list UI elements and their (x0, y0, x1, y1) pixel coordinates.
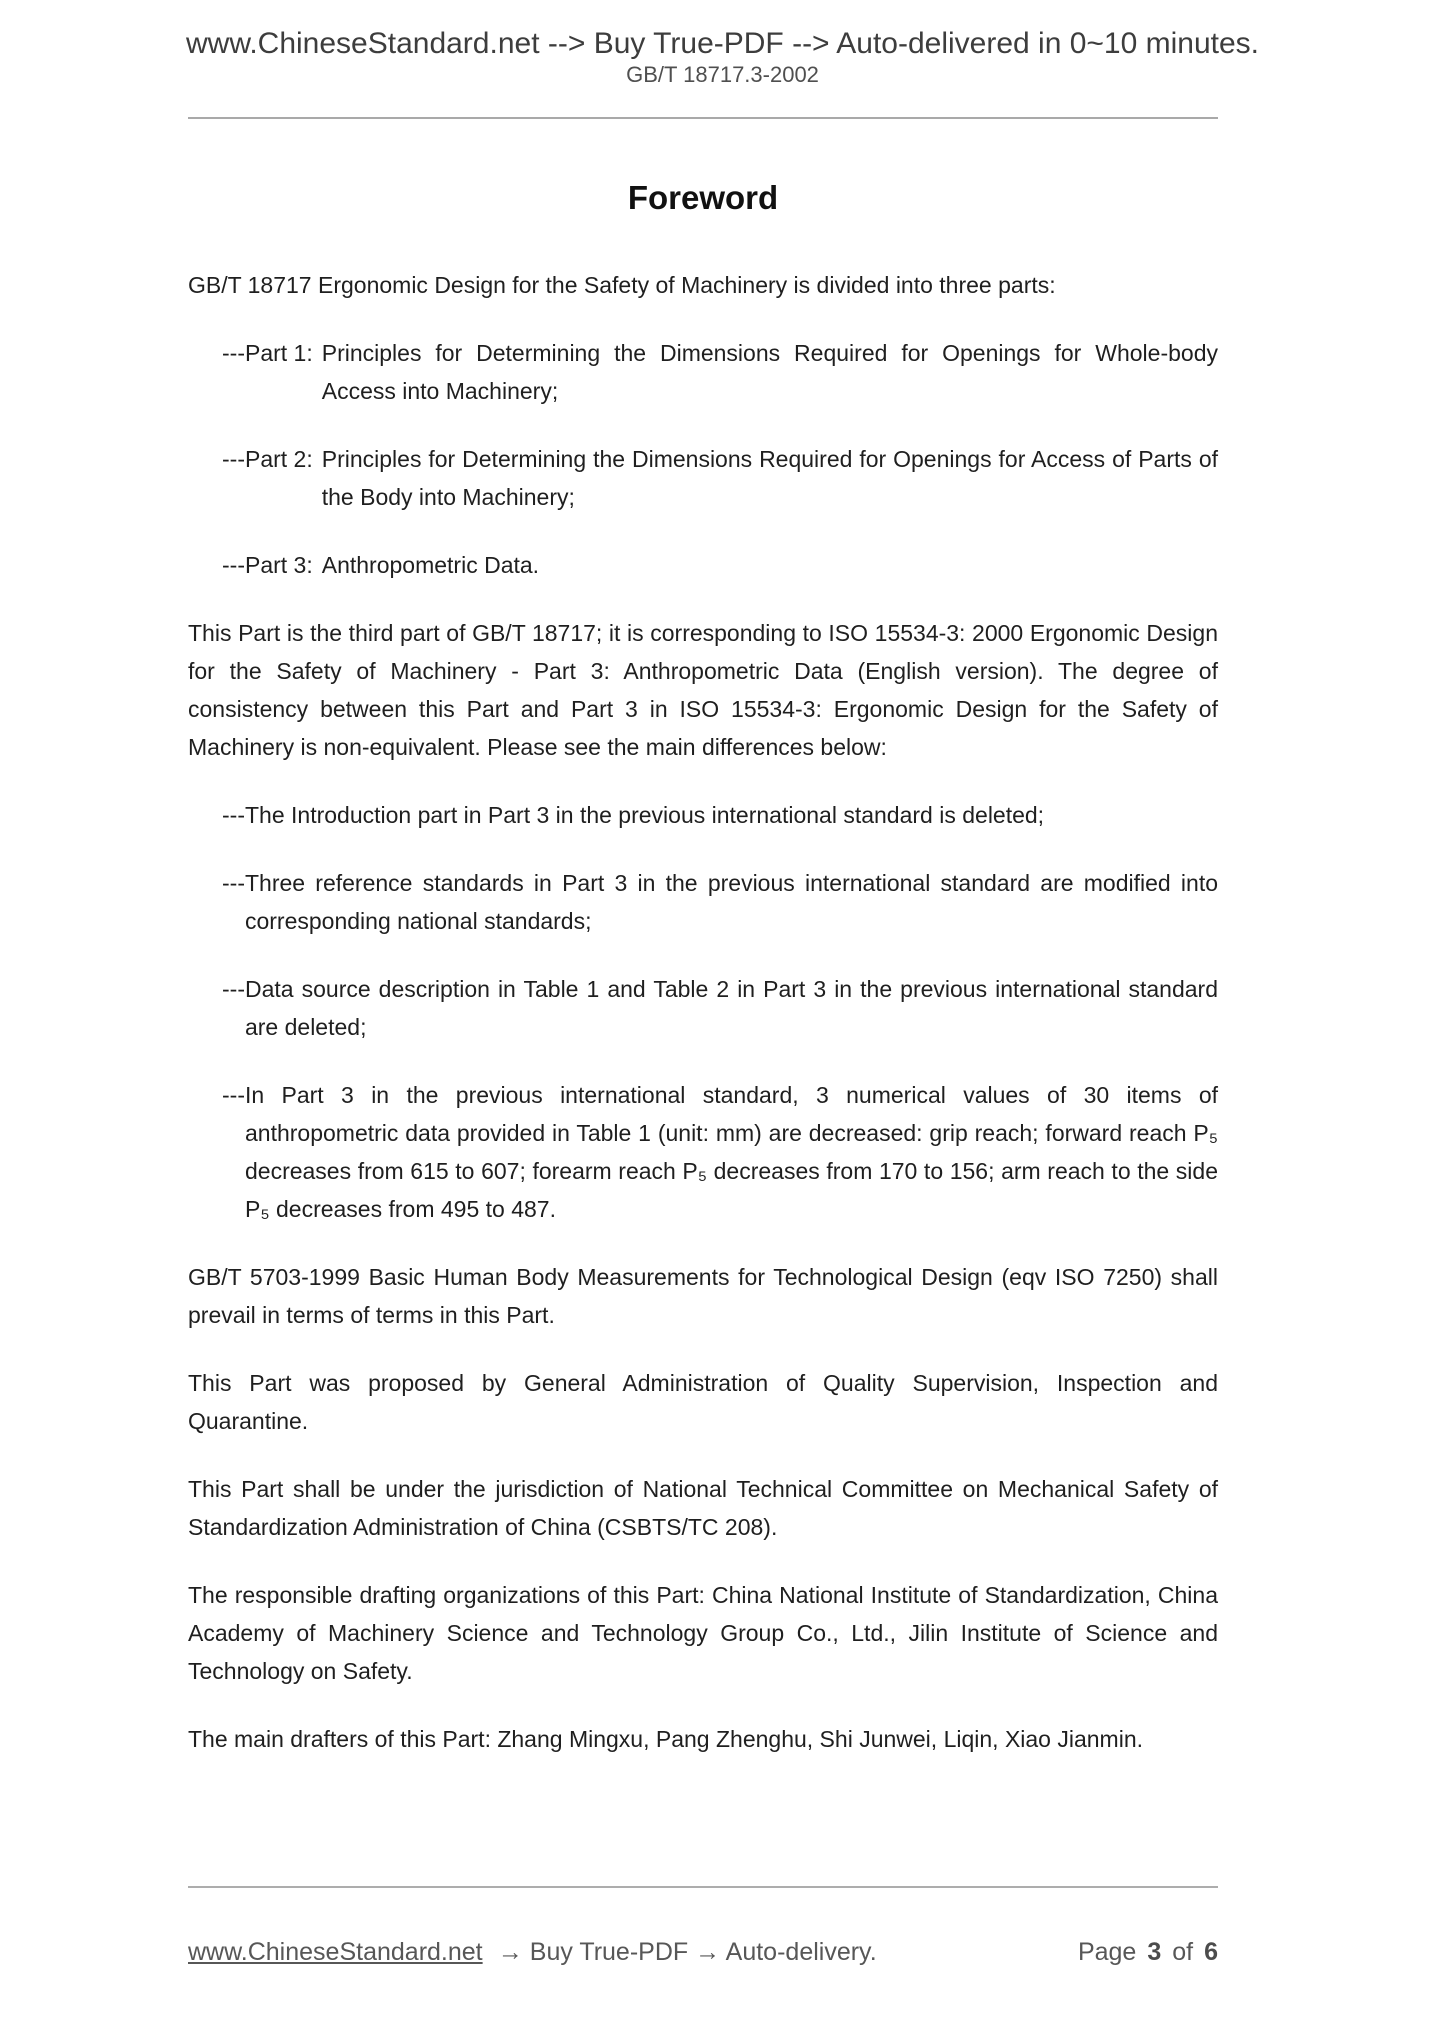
page-header (0, 27, 1445, 88)
list-item-dash-label: ---Part 2: (222, 446, 313, 472)
page-indicator-total: 6 (1204, 1938, 1218, 1966)
list-item-difference-3 (188, 970, 1218, 1046)
page-indicator-label: Page (1077, 1938, 1137, 1966)
page-indicator-current: 3 (1147, 1938, 1162, 1966)
list-item-part-3 (188, 546, 1218, 584)
list-item-text: Data source description in Table 1 and Table 2 in Part 3 in the previous international standard are deleted; (244, 976, 1218, 1040)
list-item-part-1 (188, 334, 1218, 410)
list-item-text: Principles for Determining the Dimensions Required for Openings for Access of Parts of the Body into Machinery; (321, 446, 1218, 510)
list-item-text: In Part 3 in the previous international standard, 3 numerical values of 30 items of anthropometric data provided in Table 1 (unit: mm) are decreased: grip reach; forward reach P₅ decreases from 615 to 607; forearm reach P₅ decreases from 170 to 156; arm reach to the side P₅ decreases from 495 to 487. (244, 1082, 1218, 1222)
list-item-dash-label: --- (222, 1082, 245, 1108)
paragraph-intro: GB/T 18717 Ergonomic Design for the Safety of Machinery is divided into three parts: (188, 272, 1056, 298)
paragraph-equivalence: This Part is the third part of GB/T 18717; it is corresponding to ISO 15534-3: 2000 Ergonomic Design for the Safety of Machinery - Part 3: Anthropometric Data (English version). The degree of consistency between this Part and Part 3 in ISO 15534-3: Ergonomic Design for the Safety of Machinery is non-equivalent. Please see the main differences below: (188, 620, 1218, 760)
list-item-text: The Introduction part in Part 3 in the previous international standard is deleted; (244, 802, 1045, 828)
list-item-dash-label: --- (222, 802, 245, 828)
paragraph-drafting-organizations: The responsible drafting organizations of this Part: China National Institute of Standardization, China Academy of Machinery Science and Technology Group Co., Ltd., Jilin Institute of Science and Technology on Safety. (188, 1582, 1218, 1684)
header-promo-text: www.ChineseStandard.net --> Buy True-PDF --> Auto-delivered in 0~10 minutes. (185, 27, 1260, 60)
list-item-difference-4 (188, 1076, 1218, 1228)
page-footer (188, 1936, 1218, 1968)
list-item-part-2 (188, 440, 1218, 516)
list-item-dash-label: --- (222, 870, 245, 896)
header-doc-number: GB/T 18717.3-2002 (626, 62, 819, 87)
footer-promo (188, 1936, 877, 1968)
page-indicator (1078, 1936, 1218, 1968)
list-item-text: Three reference standards in Part 3 in the previous international standard are modified into corresponding national standards; (244, 870, 1218, 934)
list-item-difference-2 (188, 864, 1218, 940)
list-item-dash-label: ---Part 1: (222, 340, 313, 366)
header-divider (188, 117, 1218, 119)
list-item-text: Anthropometric Data. (321, 552, 540, 578)
document-body (188, 170, 1218, 1758)
paragraph-jurisdiction: This Part shall be under the jurisdiction of National Technical Committee on Mechanical Safety of Standardization Administration of China (CSBTS/TC 208). (188, 1476, 1218, 1540)
footer-tagline: → Buy True-PDF → Auto-delivery. (497, 1938, 877, 1966)
list-item-dash-label: --- (222, 976, 245, 1002)
paragraph-proposed-by: This Part was proposed by General Administration of Quality Supervision, Inspection and Quarantine. (188, 1370, 1218, 1434)
footer-site-link[interactable]: www.ChineseStandard.net (188, 1938, 483, 1966)
page-indicator-of-label: of (1172, 1938, 1194, 1966)
list-item-dash-label: ---Part 3: (222, 552, 313, 578)
paragraph-prevailing-terms: GB/T 5703-1999 Basic Human Body Measurements for Technological Design (eqv ISO 7250) shall prevail in terms of terms in this Part. (188, 1264, 1218, 1328)
footer-divider (188, 1886, 1218, 1888)
list-item-difference-1 (188, 796, 1218, 834)
list-item-text: Principles for Determining the Dimensions Required for Openings for Whole-body Access into Machinery; (321, 340, 1218, 404)
paragraph-main-drafters: The main drafters of this Part: Zhang Mingxu, Pang Zhenghu, Shi Junwei, Liqin, Xiao Jianmin. (188, 1726, 1144, 1752)
page-title: Foreword (627, 179, 779, 216)
